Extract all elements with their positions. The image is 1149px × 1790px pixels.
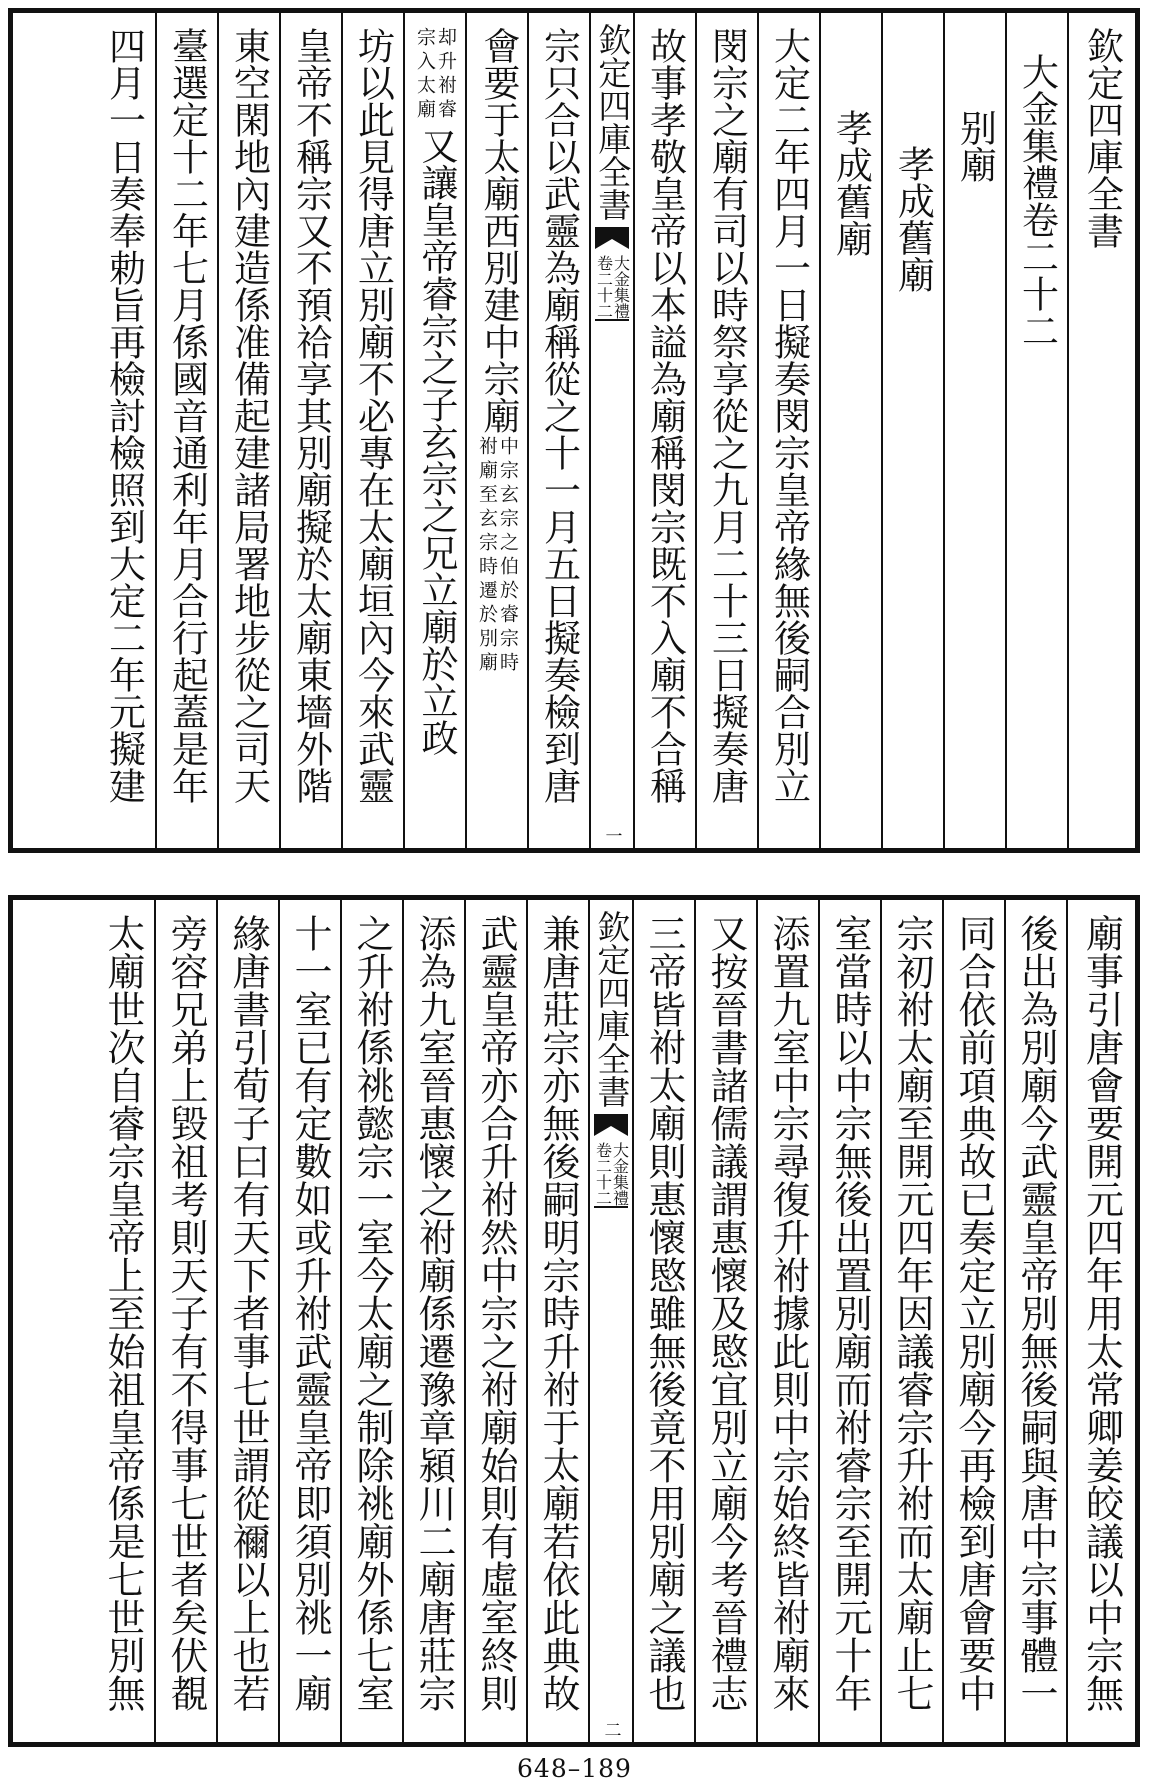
text-column [155,13,217,848]
text-column [92,900,154,1742]
interlinear-note [415,27,455,123]
text-line: 大定二年四月一日擬奏閔宗皇帝緣無後嗣合別立 [767,27,811,804]
text-line: 三帝皆祔太廟則惠懷愍雖無後竟不用別廟之議也 [642,914,686,1712]
text-line: 閔宗之廟有司以時祭享從之九月二十三日擬奏唐 [705,27,749,804]
folio-number: 一 [601,827,622,844]
text-line: 十一室已有定數如或升祔武靈皇帝即須別祧一廟 [288,914,332,1712]
text-column [818,900,880,1742]
note-right: 中宗玄宗之伯於睿宗時 [497,436,519,676]
text-line: 坊以此見得唐立別廟不必專在太廟垣內今來武靈 [351,27,395,804]
section-title: 别廟 [953,109,997,183]
text-column [340,900,402,1742]
text-line: 旁容兄弟上毀祖考則天子有不得事七世者矣伏覩 [164,914,208,1712]
text-column [464,900,526,1742]
text-line: 緣唐書引荀子曰有天下者事七世謂從禰以上也若 [226,914,270,1712]
text-line: 室當時以中宗無後出置別廟而祔睿宗至開元十年 [828,914,872,1712]
header-column [1067,13,1135,848]
text-column [278,900,340,1742]
text-line: 會要于太廟西別建中宗廟 [477,27,520,434]
folio-rule [595,319,629,321]
text-column [756,900,818,1742]
text-column [694,900,756,1742]
folio-number: 二 [600,1721,621,1738]
text-line: 添置九室中宗尋復升祔據此則中宗始終皆祔廟來 [766,914,810,1712]
text-column [633,13,695,848]
text-column-with-note [403,13,465,848]
text-line: 之升祔係祧懿宗一室今太廟之制除祧廟外係七室 [350,914,394,1712]
fishtail-mark-icon [594,1114,628,1136]
centre-fold-subtitle [593,1142,630,1206]
page-footer-number: 648–189 [517,1754,632,1783]
page-two [8,895,1140,1747]
centre-fold-column [589,13,633,848]
text-line: 兼唐莊宗亦無後嗣明宗時升祔于太廟若依此典故 [536,914,580,1712]
text-column [527,13,589,848]
text-line: 同合依前項典故已奏定立別廟今再檢到唐會要中 [952,914,996,1712]
centre-fold-column [588,900,632,1742]
item-title-column [819,13,881,848]
text-line: 後出為別廟今武靈皇帝別無後嗣與唐中宗事體一 [1014,914,1058,1712]
centre-fold-subtitle [594,255,631,319]
annotated-line [476,13,520,848]
text-line: 宗只合以武靈為廟稱從之十一月五日擬奏檢到唐 [537,27,581,804]
book-title: 大金集禮卷二十二 [1015,53,1059,349]
text-column-with-note [465,13,527,848]
section-title-column [943,13,1005,848]
note-right: 却升祔睿 [435,27,457,123]
centre-fold-book: 大金集禮 [610,1142,630,1206]
text-column [1004,900,1066,1742]
text-column [880,900,942,1742]
text-line: 臺選定十二年七月係國音通利年月合行起蓋是年 [165,27,209,804]
text-column [93,13,155,848]
text-column [632,900,694,1742]
interlinear-note [477,436,517,676]
header-title: 欽定四庫全書 [1080,27,1124,249]
item-title: 孝成舊廟 [829,109,873,257]
text-line: 又讓皇帝睿宗之子玄宗之兄立廟於立政 [415,127,458,756]
subsection-title-column [881,13,943,848]
text-line: 武靈皇帝亦合升祔然中宗之祔廟始則有虛室終則 [474,914,518,1712]
note-left: 宗入太廟 [414,27,436,123]
text-line: 太廟世次自睿宗皇帝上至始祖皇帝係是七世別無 [101,914,145,1712]
centre-fold-volume: 卷二十二 [593,1142,613,1206]
text-column [1066,900,1135,1742]
annotated-line [414,13,458,848]
folio-rule [594,1206,628,1208]
centre-fold-title: 欽定四庫全書 [592,910,632,1108]
centre-fold-book: 大金集禮 [611,255,631,319]
text-line: 又按晉書諸儒議謂惠懷及愍宜別立廟今考晉禮志 [704,914,748,1712]
text-line: 宗初祔太廟至開元四年因議睿宗升祔而太廟止七 [890,914,934,1712]
text-line: 廟事引唐會要開元四年用太常卿姜皎議以中宗無 [1079,914,1124,1712]
text-column [695,13,757,848]
text-line: 東空閑地內建造係准備起建諸局署地步從之司天 [227,27,271,804]
text-line: 四月一日奏奉勅旨再檢討檢照到大定二年元擬建 [102,27,146,804]
centre-fold [593,13,633,848]
centre-fold-volume: 卷二十二 [594,255,614,319]
text-line: 添為九室晉惠懷之祔廟係遷豫章潁川二廟唐莊宗 [412,914,456,1712]
centre-fold-title: 欽定四庫全書 [593,23,633,221]
subsection-title: 孝成舊廟 [891,145,935,293]
note-left: 祔廟至玄宗時遷於別廟 [476,436,498,676]
text-column [216,900,278,1742]
text-column [402,900,464,1742]
book-title-column [1005,13,1067,848]
fishtail-mark-icon [595,227,629,249]
text-column [341,13,403,848]
text-column [279,13,341,848]
text-column [942,900,1004,1742]
text-column [526,900,588,1742]
centre-fold [592,900,632,1742]
text-column [217,13,279,848]
text-column [757,13,819,848]
page-one [8,8,1140,853]
text-line: 皇帝不稱宗又不預祫享其別廟擬於太廟東墻外階 [289,27,333,804]
text-line: 故事孝敬皇帝以本謚為廟稱閔宗既不入廟不合稱 [643,27,687,804]
text-column [154,900,216,1742]
